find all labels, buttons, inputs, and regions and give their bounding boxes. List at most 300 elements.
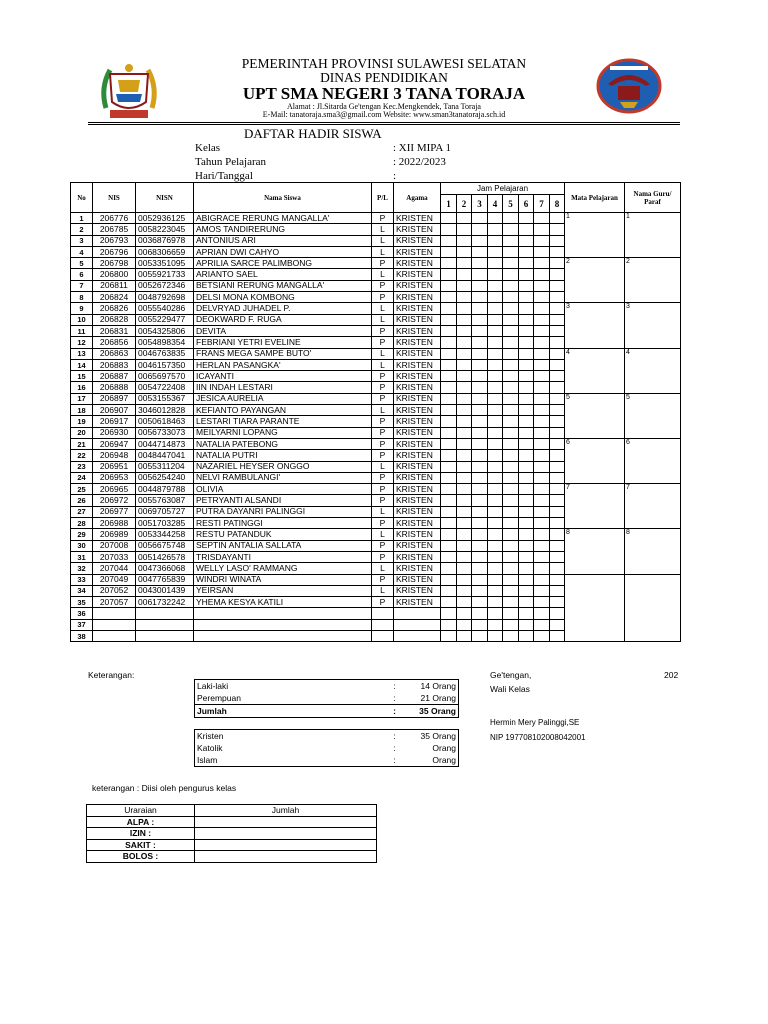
attendance-cell[interactable] [457, 246, 472, 257]
attendance-cell[interactable] [519, 551, 534, 562]
attendance-cell[interactable] [519, 438, 534, 449]
attendance-cell[interactable] [488, 506, 503, 517]
attendance-cell[interactable] [550, 461, 565, 472]
attendance-cell[interactable] [441, 518, 457, 529]
attendance-cell[interactable] [457, 303, 472, 314]
attendance-cell[interactable] [441, 630, 457, 641]
attendance-cell[interactable] [488, 213, 503, 224]
attendance-cell[interactable] [519, 269, 534, 280]
attendance-cell[interactable] [534, 495, 550, 506]
attendance-cell[interactable] [534, 303, 550, 314]
attendance-cell[interactable] [457, 450, 472, 461]
attendance-cell[interactable] [503, 484, 519, 495]
attendance-cell[interactable] [550, 314, 565, 325]
attendance-cell[interactable] [441, 427, 457, 438]
guru-cell[interactable]: 1 [625, 213, 681, 258]
attendance-cell[interactable] [534, 405, 550, 416]
attendance-cell[interactable] [534, 630, 550, 641]
attendance-cell[interactable] [441, 224, 457, 235]
attendance-cell[interactable] [503, 416, 519, 427]
attendance-cell[interactable] [534, 619, 550, 630]
attendance-cell[interactable] [457, 269, 472, 280]
attendance-cell[interactable] [550, 337, 565, 348]
attendance-cell[interactable] [457, 213, 472, 224]
guru-cell[interactable]: 7 [625, 484, 681, 529]
attendance-cell[interactable] [457, 608, 472, 619]
attendance-cell[interactable] [457, 484, 472, 495]
attendance-cell[interactable] [519, 213, 534, 224]
attendance-cell[interactable] [550, 563, 565, 574]
attendance-cell[interactable] [441, 563, 457, 574]
attendance-cell[interactable] [503, 506, 519, 517]
attendance-cell[interactable] [472, 619, 488, 630]
attendance-cell[interactable] [472, 224, 488, 235]
mapel-cell[interactable]: 8 [565, 529, 625, 574]
attendance-cell[interactable] [534, 551, 550, 562]
attendance-cell[interactable] [519, 427, 534, 438]
attendance-cell[interactable] [550, 630, 565, 641]
attendance-cell[interactable] [519, 325, 534, 336]
attendance-cell[interactable] [550, 213, 565, 224]
attendance-cell[interactable] [488, 235, 503, 246]
attendance-cell[interactable] [550, 325, 565, 336]
attendance-cell[interactable] [472, 314, 488, 325]
attendance-cell[interactable] [488, 630, 503, 641]
attendance-cell[interactable] [519, 348, 534, 359]
attendance-cell[interactable] [472, 371, 488, 382]
attendance-cell[interactable] [550, 529, 565, 540]
attendance-cell[interactable] [488, 438, 503, 449]
attendance-cell[interactable] [550, 382, 565, 393]
attendance-cell[interactable] [488, 529, 503, 540]
attendance-cell[interactable] [472, 529, 488, 540]
attendance-cell[interactable] [457, 540, 472, 551]
attendance-cell[interactable] [457, 518, 472, 529]
attendance-cell[interactable] [457, 585, 472, 596]
attendance-cell[interactable] [519, 224, 534, 235]
attendance-cell[interactable] [457, 495, 472, 506]
attendance-cell[interactable] [488, 337, 503, 348]
attendance-cell[interactable] [472, 246, 488, 257]
attendance-cell[interactable] [534, 292, 550, 303]
attendance-cell[interactable] [534, 506, 550, 517]
attendance-cell[interactable] [457, 337, 472, 348]
attendance-cell[interactable] [534, 280, 550, 291]
attendance-cell[interactable] [472, 405, 488, 416]
attendance-cell[interactable] [534, 574, 550, 585]
attendance-cell[interactable] [534, 461, 550, 472]
attendance-cell[interactable] [519, 540, 534, 551]
attendance-cell[interactable] [457, 280, 472, 291]
attendance-cell[interactable] [457, 405, 472, 416]
attendance-cell[interactable] [488, 597, 503, 608]
attendance-cell[interactable] [534, 393, 550, 404]
attendance-cell[interactable] [457, 325, 472, 336]
attendance-cell[interactable] [534, 427, 550, 438]
attendance-cell[interactable] [519, 382, 534, 393]
attendance-cell[interactable] [534, 382, 550, 393]
attendance-cell[interactable] [488, 518, 503, 529]
attendance-cell[interactable] [519, 337, 534, 348]
attendance-cell[interactable] [488, 382, 503, 393]
attendance-cell[interactable] [472, 563, 488, 574]
attendance-cell[interactable] [503, 438, 519, 449]
attendance-cell[interactable] [550, 235, 565, 246]
attendance-cell[interactable] [550, 506, 565, 517]
attendance-cell[interactable] [519, 280, 534, 291]
attendance-cell[interactable] [519, 235, 534, 246]
attendance-cell[interactable] [550, 246, 565, 257]
attendance-cell[interactable] [472, 416, 488, 427]
attendance-cell[interactable] [519, 574, 534, 585]
attendance-cell[interactable] [488, 325, 503, 336]
attendance-cell[interactable] [550, 303, 565, 314]
attendance-cell[interactable] [441, 472, 457, 483]
attendance-cell[interactable] [488, 585, 503, 596]
mapel-cell[interactable]: 3 [565, 303, 625, 348]
attendance-cell[interactable] [519, 405, 534, 416]
attendance-cell[interactable] [457, 630, 472, 641]
attendance-cell[interactable] [457, 359, 472, 370]
attendance-cell[interactable] [472, 495, 488, 506]
attendance-cell[interactable] [550, 540, 565, 551]
attendance-cell[interactable] [441, 461, 457, 472]
attendance-cell[interactable] [472, 540, 488, 551]
attendance-cell[interactable] [441, 551, 457, 562]
attendance-cell[interactable] [472, 280, 488, 291]
attendance-cell[interactable] [534, 348, 550, 359]
attendance-cell[interactable] [457, 551, 472, 562]
attendance-cell[interactable] [441, 619, 457, 630]
attendance-cell[interactable] [457, 416, 472, 427]
attendance-cell[interactable] [441, 393, 457, 404]
attendance-cell[interactable] [519, 303, 534, 314]
attendance-cell[interactable] [441, 540, 457, 551]
attendance-cell[interactable] [534, 472, 550, 483]
attendance-cell[interactable] [488, 269, 503, 280]
attendance-cell[interactable] [441, 585, 457, 596]
attendance-cell[interactable] [441, 450, 457, 461]
attendance-cell[interactable] [441, 506, 457, 517]
attendance-cell[interactable] [503, 472, 519, 483]
attendance-cell[interactable] [457, 258, 472, 269]
notes-item-value[interactable] [195, 828, 377, 840]
attendance-cell[interactable] [488, 608, 503, 619]
attendance-cell[interactable] [519, 597, 534, 608]
attendance-cell[interactable] [441, 438, 457, 449]
attendance-cell[interactable] [503, 585, 519, 596]
attendance-cell[interactable] [441, 416, 457, 427]
attendance-cell[interactable] [457, 393, 472, 404]
attendance-cell[interactable] [534, 337, 550, 348]
mapel-cell[interactable]: 4 [565, 348, 625, 393]
notes-item-value[interactable] [195, 851, 377, 863]
guru-cell[interactable]: 8 [625, 529, 681, 574]
attendance-cell[interactable] [550, 359, 565, 370]
attendance-cell[interactable] [472, 337, 488, 348]
attendance-cell[interactable] [534, 585, 550, 596]
attendance-cell[interactable] [550, 472, 565, 483]
attendance-cell[interactable] [441, 608, 457, 619]
attendance-cell[interactable] [519, 472, 534, 483]
attendance-cell[interactable] [503, 359, 519, 370]
attendance-cell[interactable] [472, 585, 488, 596]
attendance-cell[interactable] [488, 292, 503, 303]
attendance-cell[interactable] [503, 630, 519, 641]
attendance-cell[interactable] [441, 292, 457, 303]
attendance-cell[interactable] [550, 371, 565, 382]
attendance-cell[interactable] [550, 258, 565, 269]
attendance-cell[interactable] [503, 461, 519, 472]
attendance-cell[interactable] [550, 608, 565, 619]
attendance-cell[interactable] [488, 416, 503, 427]
attendance-cell[interactable] [457, 506, 472, 517]
attendance-cell[interactable] [534, 518, 550, 529]
attendance-cell[interactable] [457, 224, 472, 235]
attendance-cell[interactable] [488, 393, 503, 404]
guru-cell[interactable]: 4 [625, 348, 681, 393]
attendance-cell[interactable] [472, 506, 488, 517]
guru-cell[interactable]: 2 [625, 258, 681, 303]
mapel-cell[interactable]: 7 [565, 484, 625, 529]
attendance-cell[interactable] [441, 235, 457, 246]
attendance-cell[interactable] [488, 540, 503, 551]
attendance-cell[interactable] [488, 258, 503, 269]
attendance-cell[interactable] [457, 235, 472, 246]
attendance-cell[interactable] [534, 371, 550, 382]
attendance-cell[interactable] [503, 529, 519, 540]
attendance-cell[interactable] [519, 506, 534, 517]
attendance-cell[interactable] [534, 325, 550, 336]
attendance-cell[interactable] [472, 359, 488, 370]
attendance-cell[interactable] [534, 314, 550, 325]
attendance-cell[interactable] [503, 563, 519, 574]
attendance-cell[interactable] [488, 224, 503, 235]
attendance-cell[interactable] [457, 529, 472, 540]
attendance-cell[interactable] [457, 461, 472, 472]
attendance-cell[interactable] [519, 371, 534, 382]
attendance-cell[interactable] [534, 224, 550, 235]
attendance-cell[interactable] [550, 484, 565, 495]
attendance-cell[interactable] [550, 585, 565, 596]
attendance-cell[interactable] [488, 472, 503, 483]
attendance-cell[interactable] [503, 450, 519, 461]
attendance-cell[interactable] [441, 597, 457, 608]
attendance-cell[interactable] [472, 258, 488, 269]
attendance-cell[interactable] [472, 325, 488, 336]
attendance-cell[interactable] [519, 563, 534, 574]
attendance-cell[interactable] [488, 405, 503, 416]
attendance-cell[interactable] [519, 258, 534, 269]
attendance-cell[interactable] [503, 427, 519, 438]
attendance-cell[interactable] [550, 280, 565, 291]
attendance-cell[interactable] [503, 213, 519, 224]
attendance-cell[interactable] [534, 597, 550, 608]
attendance-cell[interactable] [441, 269, 457, 280]
attendance-cell[interactable] [457, 438, 472, 449]
attendance-cell[interactable] [488, 348, 503, 359]
attendance-cell[interactable] [550, 292, 565, 303]
attendance-cell[interactable] [534, 258, 550, 269]
attendance-cell[interactable] [457, 597, 472, 608]
attendance-cell[interactable] [503, 224, 519, 235]
attendance-cell[interactable] [534, 484, 550, 495]
attendance-cell[interactable] [534, 438, 550, 449]
guru-cell[interactable] [625, 574, 681, 642]
attendance-cell[interactable] [472, 461, 488, 472]
attendance-cell[interactable] [441, 213, 457, 224]
attendance-cell[interactable] [441, 348, 457, 359]
attendance-cell[interactable] [503, 314, 519, 325]
attendance-cell[interactable] [503, 337, 519, 348]
attendance-cell[interactable] [534, 235, 550, 246]
attendance-cell[interactable] [550, 450, 565, 461]
attendance-cell[interactable] [472, 608, 488, 619]
attendance-cell[interactable] [550, 224, 565, 235]
attendance-cell[interactable] [519, 246, 534, 257]
attendance-cell[interactable] [519, 495, 534, 506]
notes-item-value[interactable] [195, 816, 377, 828]
attendance-cell[interactable] [519, 416, 534, 427]
attendance-cell[interactable] [472, 269, 488, 280]
attendance-cell[interactable] [457, 371, 472, 382]
attendance-cell[interactable] [519, 484, 534, 495]
attendance-cell[interactable] [550, 416, 565, 427]
attendance-cell[interactable] [503, 292, 519, 303]
guru-cell[interactable]: 5 [625, 393, 681, 438]
attendance-cell[interactable] [534, 269, 550, 280]
attendance-cell[interactable] [503, 495, 519, 506]
attendance-cell[interactable] [441, 382, 457, 393]
mapel-cell[interactable]: 1 [565, 213, 625, 258]
attendance-cell[interactable] [503, 371, 519, 382]
attendance-cell[interactable] [488, 359, 503, 370]
attendance-cell[interactable] [519, 518, 534, 529]
attendance-cell[interactable] [472, 393, 488, 404]
attendance-cell[interactable] [488, 371, 503, 382]
attendance-cell[interactable] [534, 213, 550, 224]
attendance-cell[interactable] [519, 359, 534, 370]
attendance-cell[interactable] [472, 551, 488, 562]
attendance-cell[interactable] [550, 269, 565, 280]
attendance-cell[interactable] [503, 280, 519, 291]
attendance-cell[interactable] [519, 461, 534, 472]
attendance-cell[interactable] [488, 427, 503, 438]
attendance-cell[interactable] [534, 608, 550, 619]
attendance-cell[interactable] [503, 551, 519, 562]
attendance-cell[interactable] [472, 518, 488, 529]
attendance-cell[interactable] [441, 484, 457, 495]
attendance-cell[interactable] [503, 518, 519, 529]
attendance-cell[interactable] [503, 258, 519, 269]
attendance-cell[interactable] [441, 325, 457, 336]
attendance-cell[interactable] [441, 280, 457, 291]
attendance-cell[interactable] [534, 450, 550, 461]
attendance-cell[interactable] [503, 608, 519, 619]
attendance-cell[interactable] [488, 484, 503, 495]
attendance-cell[interactable] [503, 574, 519, 585]
attendance-cell[interactable] [472, 427, 488, 438]
attendance-cell[interactable] [503, 235, 519, 246]
attendance-cell[interactable] [503, 540, 519, 551]
guru-cell[interactable]: 6 [625, 438, 681, 483]
attendance-cell[interactable] [534, 529, 550, 540]
attendance-cell[interactable] [503, 393, 519, 404]
attendance-cell[interactable] [488, 619, 503, 630]
attendance-cell[interactable] [503, 348, 519, 359]
attendance-cell[interactable] [457, 427, 472, 438]
attendance-cell[interactable] [519, 608, 534, 619]
attendance-cell[interactable] [503, 303, 519, 314]
attendance-cell[interactable] [519, 585, 534, 596]
attendance-cell[interactable] [472, 213, 488, 224]
attendance-cell[interactable] [457, 292, 472, 303]
attendance-cell[interactable] [441, 246, 457, 257]
attendance-cell[interactable] [550, 518, 565, 529]
attendance-cell[interactable] [488, 574, 503, 585]
attendance-cell[interactable] [441, 359, 457, 370]
attendance-cell[interactable] [472, 574, 488, 585]
attendance-cell[interactable] [472, 292, 488, 303]
mapel-cell[interactable]: 2 [565, 258, 625, 303]
attendance-cell[interactable] [488, 551, 503, 562]
attendance-cell[interactable] [550, 597, 565, 608]
mapel-cell[interactable]: 6 [565, 438, 625, 483]
attendance-cell[interactable] [441, 314, 457, 325]
attendance-cell[interactable] [488, 461, 503, 472]
attendance-cell[interactable] [519, 450, 534, 461]
guru-cell[interactable]: 3 [625, 303, 681, 348]
mapel-cell[interactable] [565, 574, 625, 642]
attendance-cell[interactable] [441, 258, 457, 269]
attendance-cell[interactable] [550, 551, 565, 562]
attendance-cell[interactable] [503, 597, 519, 608]
attendance-cell[interactable] [472, 382, 488, 393]
attendance-cell[interactable] [503, 619, 519, 630]
attendance-cell[interactable] [503, 405, 519, 416]
attendance-cell[interactable] [488, 495, 503, 506]
attendance-cell[interactable] [550, 438, 565, 449]
attendance-cell[interactable] [550, 348, 565, 359]
attendance-cell[interactable] [457, 314, 472, 325]
attendance-cell[interactable] [457, 574, 472, 585]
attendance-cell[interactable] [457, 348, 472, 359]
attendance-cell[interactable] [488, 450, 503, 461]
notes-item-value[interactable] [195, 839, 377, 851]
attendance-cell[interactable] [550, 574, 565, 585]
attendance-cell[interactable] [488, 563, 503, 574]
attendance-cell[interactable] [472, 450, 488, 461]
attendance-cell[interactable] [488, 303, 503, 314]
attendance-cell[interactable] [534, 246, 550, 257]
attendance-cell[interactable] [457, 563, 472, 574]
attendance-cell[interactable] [441, 303, 457, 314]
attendance-cell[interactable] [550, 495, 565, 506]
attendance-cell[interactable] [550, 393, 565, 404]
attendance-cell[interactable] [441, 574, 457, 585]
attendance-cell[interactable] [534, 359, 550, 370]
attendance-cell[interactable] [472, 235, 488, 246]
attendance-cell[interactable] [519, 292, 534, 303]
attendance-cell[interactable] [534, 416, 550, 427]
attendance-cell[interactable] [472, 303, 488, 314]
attendance-cell[interactable] [519, 393, 534, 404]
attendance-cell[interactable] [441, 529, 457, 540]
attendance-cell[interactable] [503, 325, 519, 336]
attendance-cell[interactable] [441, 371, 457, 382]
attendance-cell[interactable] [534, 563, 550, 574]
attendance-cell[interactable] [457, 619, 472, 630]
